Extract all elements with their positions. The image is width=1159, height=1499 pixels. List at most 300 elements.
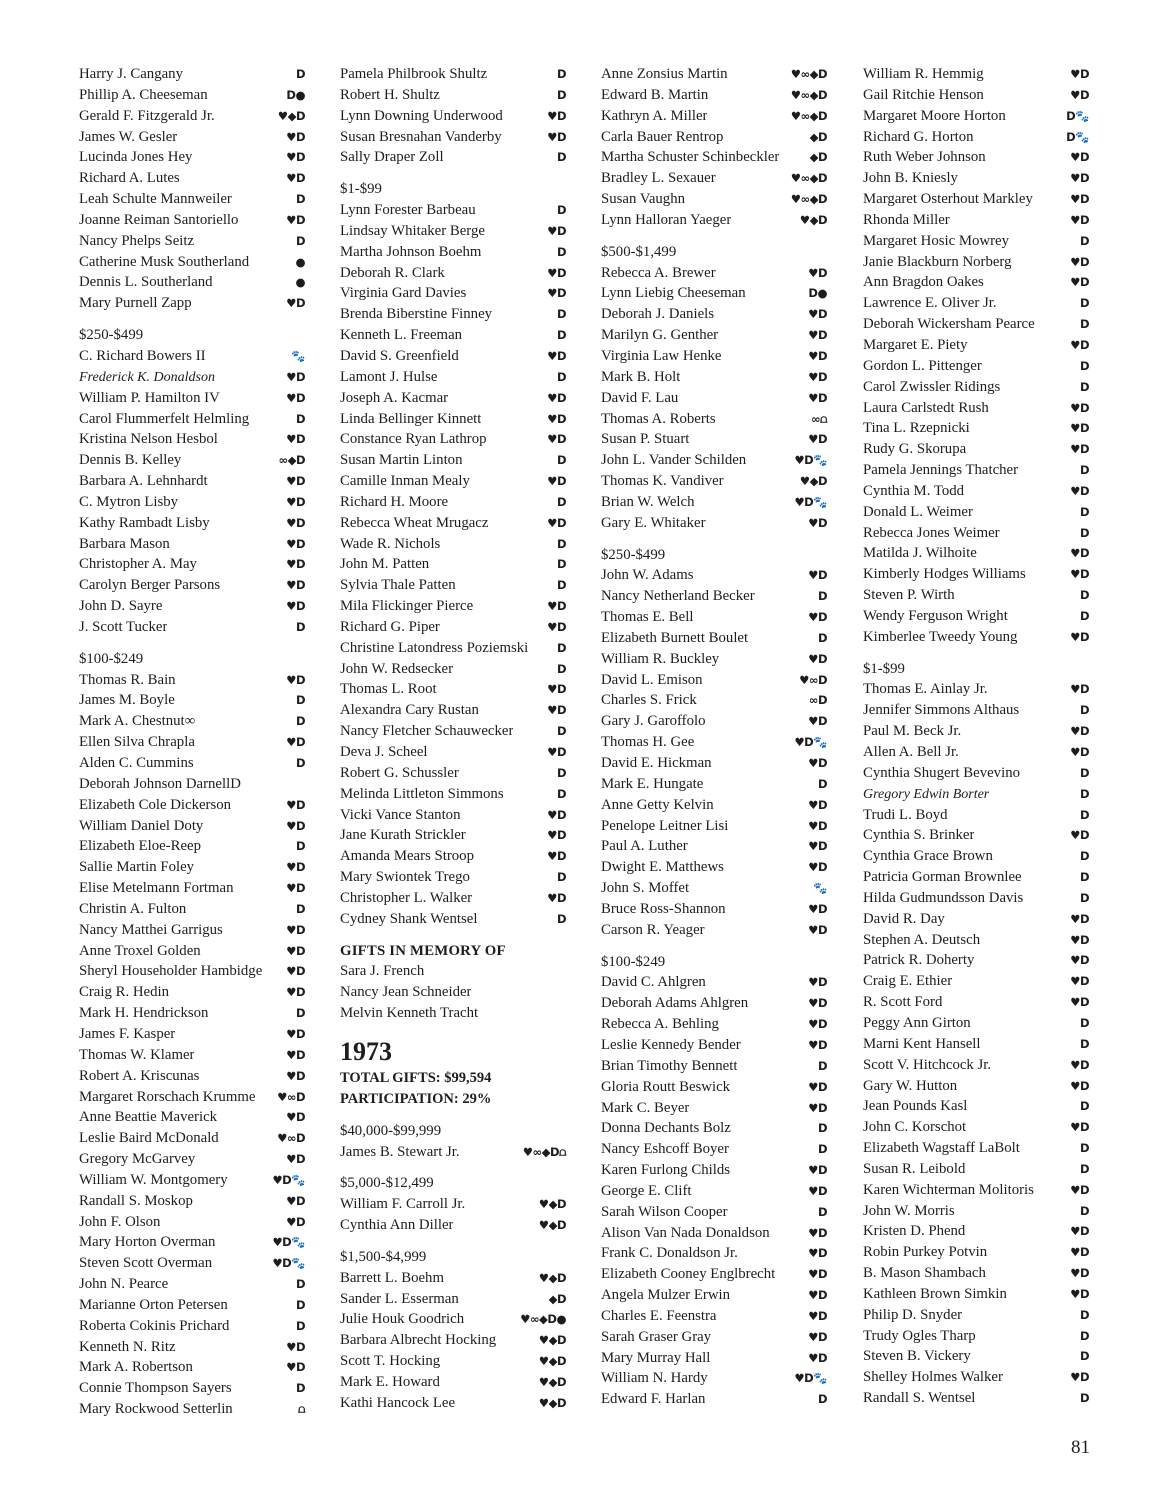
donor-name: Gary J. Garoffolo xyxy=(601,713,706,730)
donor-name: William N. Hardy xyxy=(601,1370,708,1387)
donor-symbols: ♥D xyxy=(286,474,305,489)
donor-name: Mary Horton Overman xyxy=(79,1234,216,1251)
column-2 xyxy=(340,64,566,1414)
donor-row xyxy=(340,346,566,367)
donor-name: Lawrence E. Oliver Jr. xyxy=(863,295,997,312)
donor-symbols: ♥D xyxy=(547,348,566,363)
donor-row xyxy=(79,1337,305,1358)
donor-name: Richard H. Moore xyxy=(340,493,449,510)
donor-symbols: D xyxy=(1079,765,1089,780)
donor-name: Charles S. Frick xyxy=(601,692,697,709)
gift-range-heading: $250-$499 xyxy=(601,546,666,563)
donor-name: Martha Johnson Boehm xyxy=(340,243,482,260)
donor-row xyxy=(340,825,566,846)
donor-row xyxy=(79,753,305,774)
donor-name: Leslie Kennedy Bender xyxy=(601,1036,741,1053)
donor-name: Gordon L. Pittenger xyxy=(863,357,982,374)
donor-name: Wendy Ferguson Wright xyxy=(863,607,1008,624)
donor-symbols: ♥D xyxy=(286,578,305,593)
donor-row xyxy=(863,763,1089,784)
donor-row xyxy=(863,1055,1089,1076)
donor-symbols: ♥D xyxy=(1070,546,1089,561)
donor-symbols: ♥D xyxy=(808,1267,827,1282)
donor-row xyxy=(601,429,827,450)
column-4 xyxy=(863,64,1089,1409)
donor-symbols: ♥D xyxy=(1070,911,1089,926)
donor-symbols: D xyxy=(556,786,566,801)
donor-symbols: ♥D xyxy=(808,390,827,405)
donor-name: Nancy Matthei Garrigus xyxy=(79,921,223,938)
donor-symbols: ♥D xyxy=(547,515,566,530)
donor-row xyxy=(601,774,827,795)
donor-name: Elizabeth Wagstaff LaBolt xyxy=(863,1140,1020,1157)
donor-symbols: ♥D xyxy=(808,1183,827,1198)
donor-symbols: ♥D xyxy=(808,1100,827,1115)
donor-name: Kimberlee Tweedy Young xyxy=(863,628,1018,645)
donor-row xyxy=(79,1274,305,1295)
donor-row xyxy=(601,1368,827,1389)
donor-name: Thomas W. Klamer xyxy=(79,1046,195,1063)
donor-symbols: ♥∞◆D● xyxy=(520,1312,566,1327)
donor-symbols: ♥D xyxy=(1070,212,1089,227)
donor-symbols: ♥◆D xyxy=(799,474,827,489)
donor-symbols: D xyxy=(1079,588,1089,603)
donor-symbols: ♥D xyxy=(808,1163,827,1178)
donor-row xyxy=(79,554,305,575)
donor-row xyxy=(601,565,827,586)
donor-symbols: D xyxy=(1079,379,1089,394)
gift-range-heading: $500-$1,499 xyxy=(601,243,677,260)
donor-symbols: D xyxy=(1079,1391,1089,1406)
donor-name: William F. Carroll Jr. xyxy=(340,1196,466,1213)
donor-row xyxy=(340,805,566,826)
donor-name: Nancy Eshcoff Boyer xyxy=(601,1141,729,1158)
donor-name: Amanda Mears Stroop xyxy=(340,848,474,865)
donor-row xyxy=(340,1003,566,1024)
donor-row xyxy=(863,252,1089,273)
donor-symbols: ♥D xyxy=(547,432,566,447)
donor-name: Laura Carlstedt Rush xyxy=(863,399,989,416)
donor-symbols: D xyxy=(556,453,566,468)
donor-name: John B. Kniesly xyxy=(863,170,958,187)
donor-name: Kathi Hancock Lee xyxy=(340,1394,456,1411)
donor-name: Nancy Phelps Seitz xyxy=(79,232,195,249)
donor-row xyxy=(79,795,305,816)
donor-name: Karen Furlong Childs xyxy=(601,1162,731,1179)
donor-symbols: ♥◆D xyxy=(277,108,305,123)
donor-row xyxy=(340,961,566,982)
donor-name: Kristina Nelson Hesbol xyxy=(79,431,218,448)
donor-name: Thomas E. Ainlay Jr. xyxy=(863,681,988,698)
donor-symbols: ♥◆D xyxy=(538,1197,566,1212)
donor-name: Shelley Holmes Walker xyxy=(863,1369,1003,1386)
donor-symbols: ♥D xyxy=(808,1079,827,1094)
donor-name: Kathleen Brown Simkin xyxy=(863,1285,1007,1302)
donor-name: Dennis B. Kelley xyxy=(79,452,182,469)
donor-row xyxy=(601,1202,827,1223)
donor-name: Mark A. Robertson xyxy=(79,1359,193,1376)
donor-row xyxy=(340,127,566,148)
donor-row xyxy=(863,825,1089,846)
donor-name: Brian Timothy Bennett xyxy=(601,1057,738,1074)
donor-name: Mark A. Chestnut∞ xyxy=(79,713,196,730)
donor-row xyxy=(79,367,305,388)
donor-symbols: ♥D xyxy=(286,860,305,875)
donor-row xyxy=(863,1221,1089,1242)
donor-name: Steven P. Wirth xyxy=(863,587,955,604)
donor-row xyxy=(863,627,1089,648)
donor-name: Marni Kent Hansell xyxy=(863,1035,981,1052)
donor-symbols: ♥D xyxy=(286,432,305,447)
donor-symbols: ♥D xyxy=(547,390,566,405)
donor-name: Pamela Jennings Thatcher xyxy=(863,462,1019,479)
donor-row xyxy=(79,388,305,409)
donor-name: Robert A. Kriscunas xyxy=(79,1067,200,1084)
donor-symbols: D xyxy=(1079,1203,1089,1218)
donor-name: Bradley L. Sexauer xyxy=(601,170,716,187)
donor-row xyxy=(601,127,827,148)
donor-row xyxy=(79,1024,305,1045)
donor-symbols: ♥◆D xyxy=(538,1354,566,1369)
donor-symbols: ♥D xyxy=(808,1225,827,1240)
donor-row xyxy=(863,888,1089,909)
donor-name: Ruth Weber Johnson xyxy=(863,149,986,166)
donor-row xyxy=(340,263,566,284)
donor-row xyxy=(79,492,305,513)
donor-name: Mark E. Howard xyxy=(340,1373,440,1390)
donor-row xyxy=(601,304,827,325)
donor-name: John W. Adams xyxy=(601,567,694,584)
donor-symbols: D xyxy=(1079,1307,1089,1322)
donor-symbols: ♥D xyxy=(547,129,566,144)
donor-name: John D. Sayre xyxy=(79,598,163,615)
donor-symbols: ♥D xyxy=(1070,932,1089,947)
donor-name: Mila Flickinger Pierce xyxy=(340,598,474,615)
donor-row xyxy=(79,617,305,638)
donor-name: Leslie Baird McDonald xyxy=(79,1130,219,1147)
donor-row xyxy=(601,263,827,284)
donor-name: Mark E. Hungate xyxy=(601,775,704,792)
donor-name: Tina L. Rzepnicki xyxy=(863,420,970,437)
donor-symbols: ♥∞◆D xyxy=(790,108,827,123)
donor-name: Margaret Hosic Mowrey xyxy=(863,232,1010,249)
donor-row xyxy=(340,1309,566,1330)
donor-symbols: D xyxy=(1079,870,1089,885)
donor-row xyxy=(79,774,305,795)
donor-row xyxy=(340,1351,566,1372)
donor-name: Rebecca Wheat Mrugacz xyxy=(340,514,489,531)
donor-name: C. Richard Bowers II xyxy=(79,347,206,364)
donor-name: David F. Lau xyxy=(601,389,679,406)
donor-row xyxy=(79,127,305,148)
donor-row xyxy=(79,210,305,231)
donor-row xyxy=(79,899,305,920)
donor-name: Trudy Ogles Tharp xyxy=(863,1327,976,1344)
donor-symbols: ♥D xyxy=(1070,254,1089,269)
donor-name: Barbara A. Lehnhardt xyxy=(79,473,208,490)
donor-name: Kristen D. Phend xyxy=(863,1223,966,1240)
donor-name: Anne Beattie Maverick xyxy=(79,1109,218,1126)
donor-symbols: ♥D xyxy=(286,536,305,551)
donor-name: Elizabeth Cole Dickerson xyxy=(79,796,232,813)
donor-symbols: ♥D xyxy=(286,1193,305,1208)
donor-name: Cynthia Grace Brown xyxy=(863,848,993,865)
donor-symbols: ♥D xyxy=(1070,629,1089,644)
donor-row xyxy=(79,513,305,534)
donor-symbols: D xyxy=(295,411,305,426)
donor-name: Thomas A. Roberts xyxy=(601,410,716,427)
donor-name: Richard G. Horton xyxy=(863,128,974,145)
donor-name: Dwight E. Matthews xyxy=(601,859,724,876)
donor-symbols: ♥D xyxy=(808,996,827,1011)
donor-row xyxy=(863,502,1089,523)
donor-row xyxy=(601,147,827,168)
donor-name: John S. Moffet xyxy=(601,880,690,897)
donor-row xyxy=(79,189,305,210)
donor-row xyxy=(601,1056,827,1077)
donor-name: David L. Emison xyxy=(601,671,703,688)
donor-symbols: ◆D xyxy=(809,150,827,165)
donor-name: Alexandra Cary Rustan xyxy=(340,702,479,719)
donor-name: Thomas E. Bell xyxy=(601,609,694,626)
donor-row xyxy=(863,189,1089,210)
donor-name: Sander L. Esserman xyxy=(340,1290,459,1307)
donor-symbols: ♥D xyxy=(1070,974,1089,989)
donor-symbols: ♥D xyxy=(286,515,305,530)
donor-name: Trudi L. Boyd xyxy=(863,806,948,823)
donor-row xyxy=(863,398,1089,419)
donor-row xyxy=(340,388,566,409)
donor-symbols: ♥D xyxy=(1070,400,1089,415)
donor-row xyxy=(863,1305,1089,1326)
donor-symbols: D xyxy=(295,1277,305,1292)
donor-name: Allen A. Bell Jr. xyxy=(863,744,959,760)
donor-name: Alden C. Cummins xyxy=(79,755,194,771)
donor-symbols: ♥D xyxy=(808,265,827,280)
donor-name: Steven B. Vickery xyxy=(863,1348,971,1365)
donor-row xyxy=(601,1327,827,1348)
donor-symbols: ♥D🐾 xyxy=(794,735,827,750)
donor-row xyxy=(863,1388,1089,1409)
donor-symbols: ♥D xyxy=(286,1152,305,1167)
donor-symbols: ♥D xyxy=(286,599,305,614)
donor-row xyxy=(79,857,305,878)
donor-name: Susan Vaughn xyxy=(601,191,685,208)
donor-row xyxy=(79,1107,305,1128)
donor-row xyxy=(79,1066,305,1087)
donor-row xyxy=(863,147,1089,168)
donor-row xyxy=(863,606,1089,627)
donor-name: Martha Schuster Schinbeckler xyxy=(601,149,780,166)
donor-name: Ann Bragdon Oakes xyxy=(863,274,984,291)
donor-row xyxy=(863,293,1089,314)
donor-name: Cynthia S. Brinker xyxy=(863,827,975,844)
donor-row xyxy=(601,1139,827,1160)
donor-row xyxy=(79,429,305,450)
donor-name: George E. Clift xyxy=(601,1182,692,1199)
donor-name: Mark C. Beyer xyxy=(601,1099,690,1116)
donor-name: Philip D. Snyder xyxy=(863,1306,963,1323)
donor-symbols: ♥∞◆D xyxy=(790,87,827,102)
donor-name: Angela Mulzer Erwin xyxy=(601,1287,731,1304)
donor-name: Cynthia Shugert Bevevino xyxy=(863,764,1020,781)
donor-name: Rebecca A. Brewer xyxy=(601,264,716,281)
donor-name: Thomas L. Root xyxy=(340,681,437,698)
donor-symbols: ♥D xyxy=(808,922,827,937)
donor-row xyxy=(340,106,566,127)
donor-row xyxy=(863,784,1089,805)
donor-row xyxy=(863,950,1089,971)
donor-row xyxy=(601,920,827,941)
donor-name: Thomas H. Gee xyxy=(601,734,695,751)
donor-symbols: ♥D xyxy=(286,1026,305,1041)
donor-name: Kathy Rambadt Lisby xyxy=(79,514,210,531)
donor-name: Nancy Jean Schneider xyxy=(340,984,472,1001)
donor-name: Elise Metelmann Fortman xyxy=(79,880,234,897)
donor-symbols: D● xyxy=(286,87,305,102)
donor-symbols: ♥D xyxy=(286,212,305,227)
donor-row xyxy=(340,471,566,492)
donor-name: Lindsay Whitaker Berge xyxy=(340,222,485,239)
donor-symbols: D xyxy=(295,1006,305,1021)
donor-symbols: D xyxy=(556,244,566,259)
donor-row xyxy=(601,85,827,106)
donor-name: Anne Zonsius Martin xyxy=(601,66,728,82)
donor-name: Edward F. Harlan xyxy=(601,1391,706,1408)
donor-name: Patrick R. Doherty xyxy=(863,952,975,969)
donor-row xyxy=(601,283,827,304)
donor-row xyxy=(863,1013,1089,1034)
donor-row xyxy=(863,272,1089,293)
donor-symbols: ♥D🐾 xyxy=(794,494,827,509)
donor-symbols: ♥∞D xyxy=(277,1089,305,1104)
donor-name: Margaret Osterhout Markley xyxy=(863,191,1033,208)
donor-name: Deva J. Scheel xyxy=(340,744,428,760)
donor-row xyxy=(863,1326,1089,1347)
donor-name: William Daniel Doty xyxy=(79,817,204,834)
donor-name: Deborah J. Daniels xyxy=(601,306,714,323)
donor-name: Elizabeth Cooney Englbrecht xyxy=(601,1266,776,1283)
donor-row xyxy=(79,1378,305,1399)
donor-name: Barrett L. Boehm xyxy=(340,1269,444,1286)
donor-name: Brenda Biberstine Finney xyxy=(340,306,493,323)
donor-row xyxy=(601,1243,827,1264)
donor-symbols: ♥D xyxy=(286,1047,305,1062)
donor-row xyxy=(79,575,305,596)
donor-row xyxy=(79,1295,305,1316)
donor-row xyxy=(340,575,566,596)
donor-symbols: D xyxy=(556,536,566,551)
donor-row xyxy=(863,231,1089,252)
donor-row xyxy=(863,742,1089,763)
donor-name: Wade R. Nichols xyxy=(340,535,441,552)
donor-row xyxy=(601,732,827,753)
donor-row xyxy=(601,586,827,607)
donor-symbols: ♥D xyxy=(1070,953,1089,968)
donor-symbols: ♥D xyxy=(1070,275,1089,290)
donor-row xyxy=(601,367,827,388)
donor-name: Cynthia Ann Diller xyxy=(340,1217,454,1234)
donor-symbols: D xyxy=(295,1381,305,1396)
donor-row xyxy=(601,513,827,534)
donor-symbols: ♥D xyxy=(808,568,827,583)
donor-name: Scott V. Hitchcock Jr. xyxy=(863,1056,992,1073)
donor-row xyxy=(601,1035,827,1056)
donor-symbols: D xyxy=(1079,233,1089,248)
donor-name: Kenneth L. Freeman xyxy=(340,327,463,344)
donor-name: Mary Murray Hall xyxy=(601,1349,711,1366)
donor-name: Lucinda Jones Hey xyxy=(79,149,193,166)
donor-symbols: D🐾 xyxy=(1066,129,1089,144)
donor-name: Gloria Routt Beswick xyxy=(601,1078,731,1095)
donor-row xyxy=(601,189,827,210)
donor-symbols: ♥D xyxy=(547,474,566,489)
donor-name: James M. Boyle xyxy=(79,692,175,709)
donor-symbols: ♥D xyxy=(286,735,305,750)
donor-symbols: ♥D xyxy=(1070,1370,1089,1385)
donor-name: Thomas K. Vandiver xyxy=(601,473,724,490)
donor-symbols: D xyxy=(1079,849,1089,864)
donor-name: Kathryn A. Miller xyxy=(601,107,708,124)
donor-row xyxy=(863,543,1089,564)
donor-row xyxy=(79,690,305,711)
donor-symbols: D xyxy=(556,557,566,572)
donor-symbols: ♥D xyxy=(808,515,827,530)
donor-row xyxy=(863,1159,1089,1180)
donor-symbols: D xyxy=(556,640,566,655)
donor-symbols: D xyxy=(295,1318,305,1333)
donor-symbols: ♥D xyxy=(1070,1057,1089,1072)
donor-symbols: ♥D xyxy=(286,881,305,896)
donor-symbols: D xyxy=(1079,1328,1089,1343)
donor-row xyxy=(79,596,305,617)
donor-name: Christin A. Fulton xyxy=(79,900,187,917)
donor-row xyxy=(79,836,305,857)
donor-symbols: D xyxy=(1079,463,1089,478)
donor-row xyxy=(340,492,566,513)
donor-name: Anne Getty Kelvin xyxy=(601,796,714,813)
donor-row xyxy=(340,1372,566,1393)
column-3 xyxy=(601,64,827,1410)
donor-row xyxy=(601,1098,827,1119)
donor-name: John M. Patten xyxy=(340,556,430,573)
donor-name: Margaret Moore Horton xyxy=(863,107,1006,124)
donor-row xyxy=(863,1096,1089,1117)
donor-name: Rebecca Jones Weimer xyxy=(863,524,1000,541)
donor-name: Pamela Philbrook Shultz xyxy=(340,66,488,82)
donor-name: Elizabeth Eloe-Reep xyxy=(79,838,202,855)
donor-name: Donald L. Weimer xyxy=(863,503,973,520)
donor-symbols: D xyxy=(556,724,566,739)
donor-name: Stephen A. Deutsch xyxy=(863,931,981,948)
donor-symbols: ♥∞◆D xyxy=(790,67,827,81)
donor-symbols: D xyxy=(295,67,305,81)
donor-row xyxy=(340,596,566,617)
donor-symbols: D xyxy=(1079,296,1089,311)
gift-range-heading: $1,500-$4,999 xyxy=(340,1248,427,1265)
donor-row xyxy=(863,846,1089,867)
donor-row xyxy=(601,1118,827,1139)
donor-name: Craig R. Hedin xyxy=(79,984,170,1001)
donor-row xyxy=(863,805,1089,826)
donor-row xyxy=(863,106,1089,127)
donor-row xyxy=(601,388,827,409)
donor-name: Melvin Kenneth Tracht xyxy=(340,1005,479,1022)
donor-name: Kenneth N. Ritz xyxy=(79,1338,176,1355)
donor-row xyxy=(601,64,827,85)
donor-name: Bruce Ross-Shannon xyxy=(601,900,726,917)
donor-row xyxy=(601,607,827,628)
